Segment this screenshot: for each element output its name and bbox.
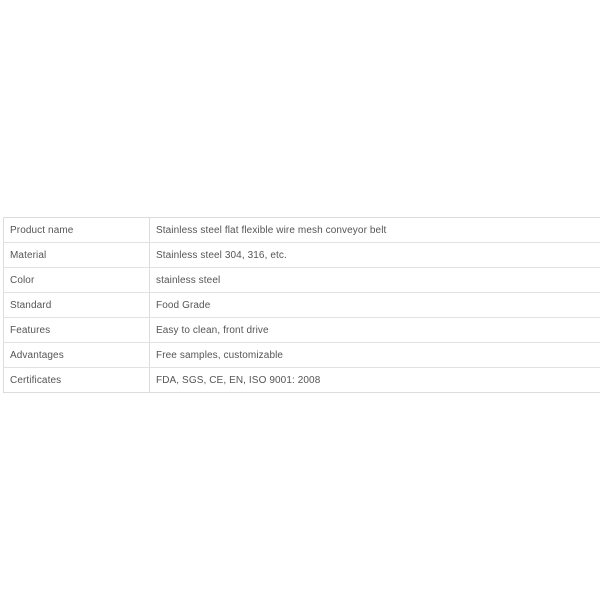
spec-label-certificates: Certificates [4,368,150,393]
spec-value-product-name: Stainless steel flat flexible wire mesh conveyor belt [150,218,600,243]
table-row [4,293,600,318]
table-row [4,243,600,268]
spec-value-features: Easy to clean, front drive [150,318,600,343]
spec-value-standard: Food Grade [150,293,600,318]
spec-value-certificates: FDA, SGS, CE, EN, ISO 9001: 2008 [156,374,321,386]
spec-label-material: Material [4,243,150,268]
spec-value-advantages: Free samples, customizable [150,343,600,368]
table-row [4,268,600,293]
spec-label-advantages: Advantages [4,343,150,368]
table-row [4,218,600,243]
spec-value-color: stainless steel [150,268,600,293]
table-row [4,368,600,393]
spec-label-product-name: Product name [4,218,150,243]
spec-value-material: Stainless steel 304, 316, etc. [150,243,600,268]
spec-label-features: Features [4,318,150,343]
spec-table-body [4,218,600,393]
spec-label-color: Color [4,268,150,293]
table-row [4,318,600,343]
spec-label-standard: Standard [4,293,150,318]
table-row [4,343,600,368]
product-spec-table [3,217,600,393]
